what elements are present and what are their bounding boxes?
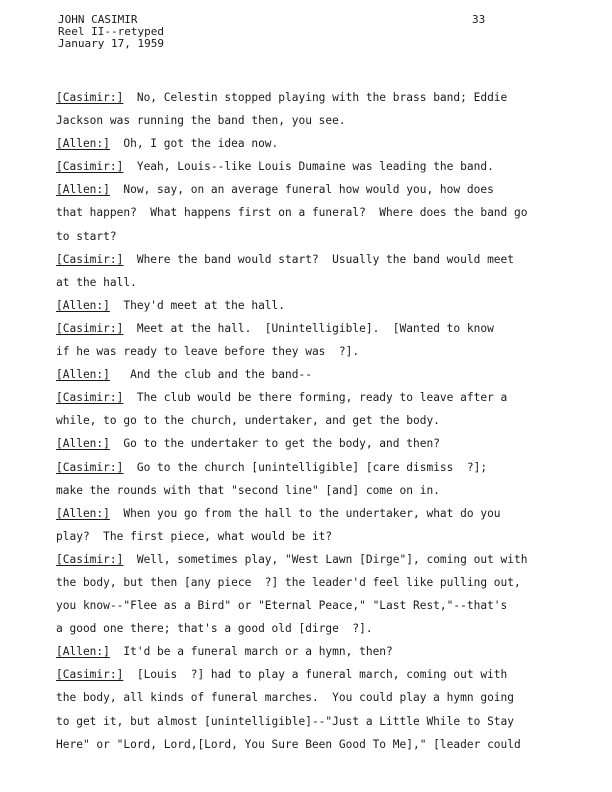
transcript-line bbox=[56, 155, 604, 178]
transcript-line bbox=[56, 86, 604, 109]
transcript-line bbox=[56, 386, 604, 409]
transcript-line bbox=[56, 294, 604, 317]
line-text: Go to the church [unintelligible] [care dismiss ?]; bbox=[123, 460, 488, 474]
page-number: 33 bbox=[472, 13, 486, 26]
transcript-line bbox=[56, 363, 604, 386]
transcript-line bbox=[56, 525, 604, 548]
line-text: Oh, I got the idea now. bbox=[109, 137, 279, 151]
transcript-line bbox=[56, 456, 604, 479]
line-text: at the hall. bbox=[56, 275, 137, 289]
line-text: Yeah, Louis--like Louis Dumaine was leading the band. bbox=[123, 160, 494, 174]
transcript-line bbox=[56, 479, 604, 502]
transcript-line bbox=[56, 617, 604, 640]
transcript-line bbox=[56, 271, 604, 294]
transcript-line bbox=[56, 663, 604, 686]
line-text: When you go from the hall to the undertaker, what do you bbox=[109, 506, 501, 520]
speaker-label: [Allen:] bbox=[56, 183, 110, 197]
transcript-body bbox=[56, 86, 604, 756]
transcript-line bbox=[56, 571, 604, 594]
line-text: the body, all kinds of funeral marches. You could play a hymn going bbox=[56, 691, 515, 705]
line-text: The club would be there forming, ready to leave after a bbox=[123, 391, 508, 405]
transcript-line bbox=[56, 502, 604, 525]
line-text: a good one there; that's a good old [dirge ?]. bbox=[56, 622, 373, 636]
line-text: Jackson was running the band then, you see. bbox=[56, 114, 346, 128]
speaker-label: [Casimir:] bbox=[56, 252, 124, 266]
transcript-line bbox=[56, 109, 604, 132]
line-text: Meet at the hall. [Unintelligible]. [Wanted to know bbox=[123, 321, 494, 335]
line-text: while, to go to the church, undertaker, and get the body. bbox=[56, 414, 440, 428]
speaker-label: [Casimir:] bbox=[56, 552, 124, 566]
line-text: No, Celestin stopped playing with the brass band; Eddie bbox=[123, 91, 508, 104]
speaker-label: [Allen:] bbox=[56, 506, 110, 520]
speaker-label: [Allen:] bbox=[56, 298, 110, 312]
transcript-line bbox=[56, 317, 604, 340]
speaker-label: [Casimir:] bbox=[56, 91, 124, 104]
interviewee-name: JOHN CASIMIR bbox=[58, 13, 138, 26]
line-text: if he was ready to leave before they was ?]. bbox=[56, 345, 360, 359]
transcript-line bbox=[56, 594, 604, 617]
transcript-line bbox=[56, 340, 604, 363]
line-text: Here" or "Lord, Lord,[Lord, You Sure Been Good To Me]," [leader could bbox=[56, 737, 521, 751]
line-text: Well, sometimes play, "West Lawn [Dirge"], coming out with bbox=[123, 552, 528, 566]
line-text: the body, but then [any piece ?] the leader'd feel like pulling out, bbox=[56, 575, 521, 589]
transcript-line bbox=[56, 432, 604, 455]
line-text: play? The first piece, what would be it? bbox=[56, 529, 333, 543]
speaker-label: [Casimir:] bbox=[56, 668, 124, 682]
transcript-line bbox=[56, 548, 604, 571]
speaker-label: [Casimir:] bbox=[56, 460, 124, 474]
line-text: And the club and the band-- bbox=[109, 368, 312, 382]
transcript-line bbox=[56, 225, 604, 248]
line-text: Now, say, on an average funeral how would you, how does bbox=[109, 183, 494, 197]
transcript-line bbox=[56, 733, 604, 756]
line-text: [Louis ?] had to play a funeral march, coming out with bbox=[123, 668, 508, 682]
transcript-line bbox=[56, 248, 604, 271]
line-text: Go to the undertaker to get the body, and then? bbox=[109, 437, 440, 451]
speaker-label: [Allen:] bbox=[56, 137, 110, 151]
speaker-label: [Allen:] bbox=[56, 368, 110, 382]
speaker-label: [Allen:] bbox=[56, 437, 110, 451]
speaker-label: [Casimir:] bbox=[56, 391, 124, 405]
speaker-label: [Casimir:] bbox=[56, 321, 124, 335]
transcript-line bbox=[56, 409, 604, 432]
transcript-line bbox=[56, 132, 604, 155]
reel-label: Reel II--retyped bbox=[58, 25, 164, 38]
speaker-label: [Allen:] bbox=[56, 645, 110, 659]
transcript-line bbox=[56, 201, 604, 224]
interview-date: January 17, 1959 bbox=[58, 37, 164, 50]
page-header bbox=[58, 14, 164, 50]
speaker-label: [Casimir:] bbox=[56, 160, 124, 174]
line-text: you know--"Flee as a Bird" or "Eternal Peace," "Last Rest,"--that's bbox=[56, 599, 508, 613]
line-text: make the rounds with that "second line" [and] come on in. bbox=[56, 483, 440, 497]
line-text: to get it, but almost [unintelligible]--"Just a Little While to Stay bbox=[56, 714, 515, 728]
transcript-line bbox=[56, 640, 604, 663]
line-text: to start? bbox=[56, 229, 117, 243]
line-text: Where the band would start? Usually the band would meet bbox=[123, 252, 515, 266]
transcript-line bbox=[56, 710, 604, 733]
line-text: that happen? What happens first on a funeral? Where does the band go bbox=[56, 206, 528, 220]
line-text: It'd be a funeral march or a hymn, then? bbox=[109, 645, 393, 659]
line-text: They'd meet at the hall. bbox=[109, 298, 286, 312]
transcript-line bbox=[56, 686, 604, 709]
transcript-line bbox=[56, 178, 604, 201]
